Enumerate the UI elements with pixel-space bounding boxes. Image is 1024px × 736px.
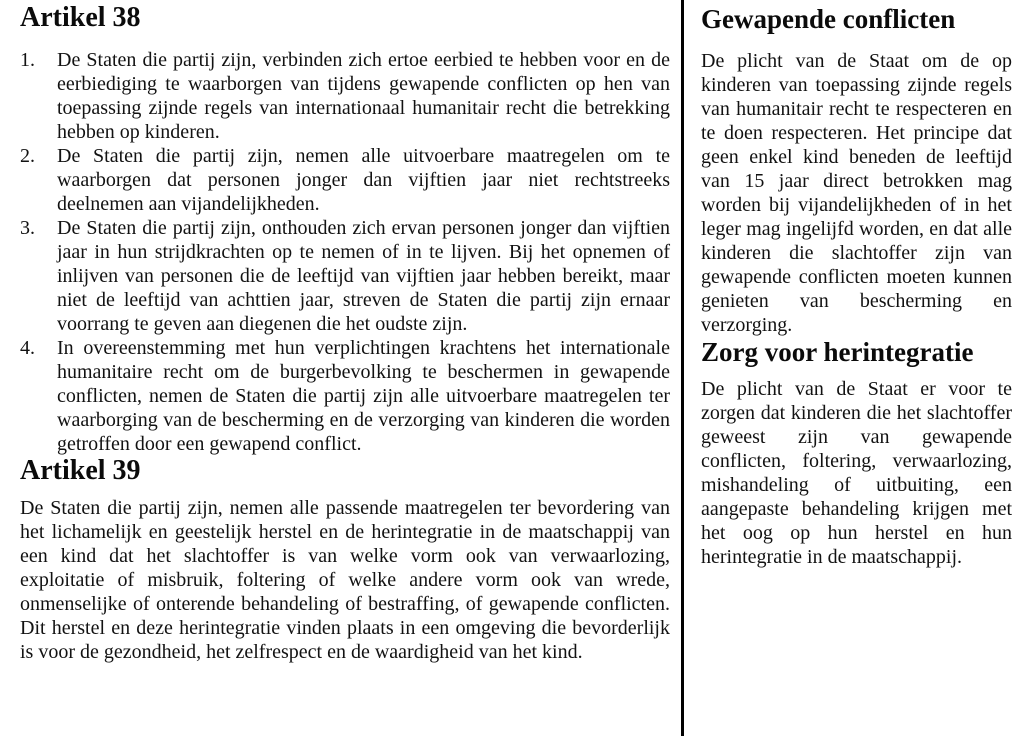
list-item-text: De Staten die partij zijn, verbinden zich ertoe eerbied te hebben voor en de eerbiediging te waarborgen van tijdens gewapende conflicten op hen van toepassing zijnde regels van internationaal humanitair recht die betrekking hebben op kinderen. — [57, 49, 670, 143]
list-item-number: 3. — [20, 217, 35, 239]
article-39-title: Artikel 39 — [20, 455, 141, 486]
list-item — [20, 144, 670, 216]
list-item — [20, 336, 670, 456]
list-item-number: 4. — [20, 337, 35, 359]
article-38-numbered-list — [20, 48, 670, 456]
list-item-number: 2. — [20, 145, 35, 167]
column-divider-rule — [681, 0, 684, 736]
right-column — [701, 0, 1012, 569]
armed-conflicts-summary-paragraph: De plicht van de Staat om de op kinderen van toepassing zijnde regels van humanitair recht te respecteren en te doen respecteren. Het principe dat geen enkel kind beneden de leeftijd van 15 jaar direct betrokken mag worden bij vijandelijkheden of in het leger mag ingelijfd worden, en dat alle kinderen die slachtoffer zijn van gewapende conflicten moeten kunnen genieten van bescherming en verzorging. — [701, 50, 1012, 336]
armed-conflicts-summary-title: Gewapende conflicten — [701, 4, 956, 34]
list-item-text: De Staten die partij zijn, onthouden zich ervan personen jonger dan vijftien jaar in hun strijdkrachten op te nemen of in te lijven. Bij het opnemen of inlijven van personen die de leeftijd van vijftien jaar hebben bereikt, maar niet de leeftijd van achttien jaar, streven de Staten die partij zijn ernaar voorrang te geven aan diegenen die het oudste zijn. — [57, 217, 670, 335]
reintegration-summary-paragraph: De plicht van de Staat er voor te zorgen dat kinderen die het slachtoffer geweest zijn van gewapende conflicten, foltering, verwaarlozing, mishandeling of uitbuiting, een aangepaste behandeling krijgen met het oog op hun herstel en hun herintegratie in de maatschappij. — [701, 378, 1012, 568]
left-column — [20, 0, 670, 664]
article-39-paragraph: De Staten die partij zijn, nemen alle passende maatregelen ter bevordering van het lichamelijk en geestelijk herstel en de herintegratie in de maatschappij van een kind dat het slachtoffer is van welke vorm ook van verwaarlozing, exploitatie of misbruik, foltering of welke andere vorm ook van wrede, onmenselijke of onterende behandeling of bestraffing, of gewapende conflicten. Dit herstel en deze herintegratie vinden plaats in een omgeving die bevorderlijk is voor de gezondheid, het zelfrespect en de waardigheid van het kind. — [20, 497, 670, 663]
list-item-text: De Staten die partij zijn, nemen alle uitvoerbare maatregelen om te waarborgen dat personen jonger dan vijftien jaar niet rechtstreeks deelnemen aan vijandelijkheden. — [57, 145, 670, 215]
article-38-title: Artikel 38 — [20, 2, 141, 33]
list-item-number: 1. — [20, 49, 35, 71]
list-item — [20, 48, 670, 144]
list-item-text: In overeenstemming met hun verplichtingen krachtens het internationale humanitaire recht om de burgerbevolking te beschermen in gewapende conflicten, nemen de Staten die partij zijn alle uitvoerbare maatregelen ter waarborging van de bescherming en de verzorging van kinderen die worden getroffen door een gewapend conflict. — [57, 337, 670, 455]
reintegration-summary-title: Zorg voor herintegratie — [701, 337, 974, 367]
list-item — [20, 216, 670, 336]
